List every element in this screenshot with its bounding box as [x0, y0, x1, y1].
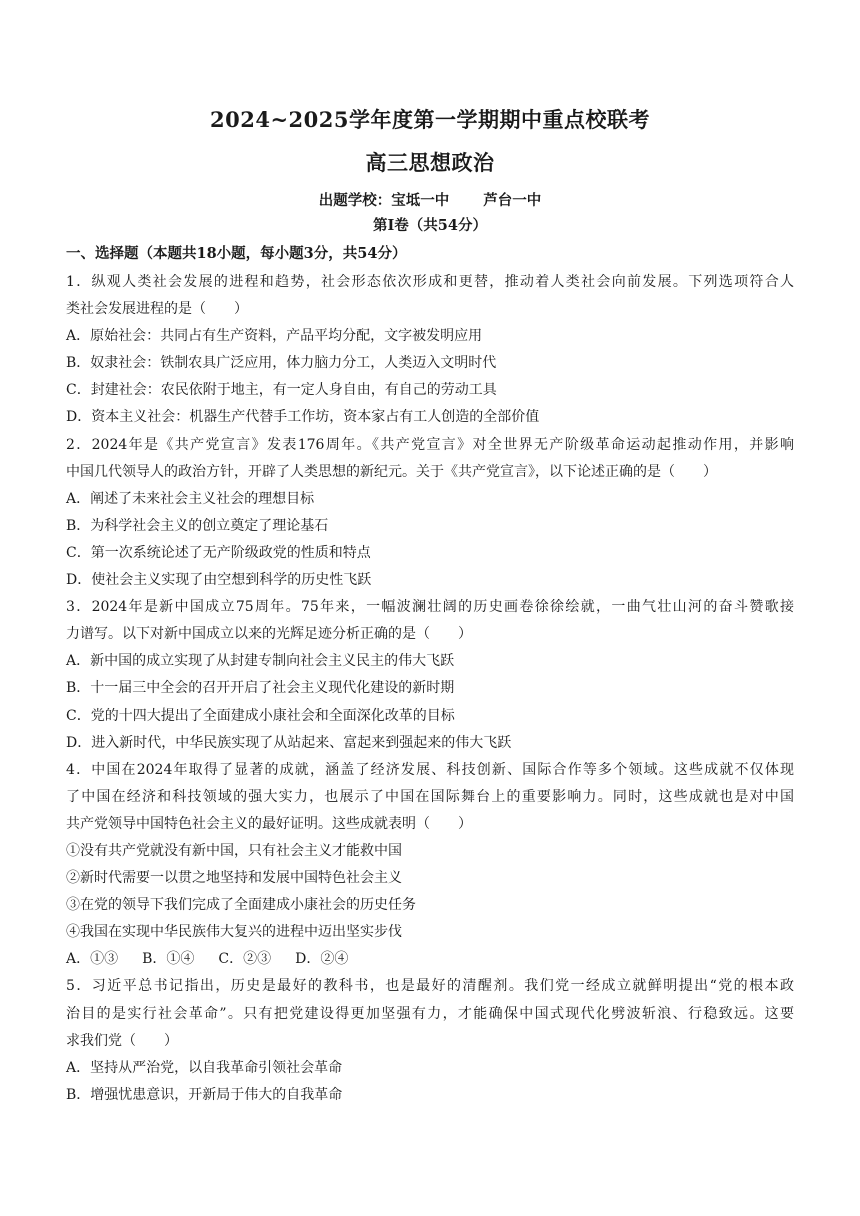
question-4-stem-line: 了中国在经济和科技领域的强大实力，也展示了中国在国际舞台上的重要影响力。同时，这些成就也是对中国 [66, 788, 794, 805]
question-1-stem-line: 1．纵观人类社会发展的进程和趋势，社会形态依次形成和更替，推动着人类社会向前发展。下列选项符合人 [66, 274, 794, 290]
question-5-option-b: B．增强忧患意识，开新局于伟大的自我革命 [66, 1086, 343, 1103]
question-1-option-a: A．原始社会：共同占有生产资料，产品平均分配，文字被发明应用 [66, 328, 483, 345]
question-3-stem-line: 3．2024年是新中国成立75周年。75年来，一幅波澜壮阔的历史画卷徐徐绘就，一曲气壮山河的奋斗赞歌接 [66, 599, 794, 616]
question-4-choice-b: B．①④ [142, 951, 195, 968]
question-3-stem-line: 力谱写。以下对新中国成立以来的光辉足迹分析正确的是（ ） [66, 626, 472, 643]
question-1-option-b: B．奴隶社会：铁制农具广泛应用，体力脑力分工，人类迈入文明时代 [66, 355, 497, 372]
question-3-option-b: B．十一届三中全会的召开开启了社会主义现代化建设的新时期 [66, 680, 455, 697]
question-2 [66, 432, 794, 595]
question-5-stem-line: 求我们党（ ） [66, 1032, 178, 1049]
question-list [66, 269, 794, 1109]
schools-label: 出题学校：宝坻一中 [318, 192, 450, 209]
question-2-option-a: A．阐述了未来社会主义社会的理想目标 [66, 490, 315, 507]
question-2-option-b: B．为科学社会主义的创立奠定了理论基石 [66, 517, 329, 534]
question-4-stem-line: 4．中国在2024年取得了显著的成就，涵盖了经济发展、科技创新、国际合作等多个领域。这些成就不仅体现 [66, 761, 794, 778]
question-4-choices [66, 946, 794, 973]
question-4-statement-2: ②新时代需要一以贯之地坚持和发展中国特色社会主义 [66, 870, 402, 887]
question-1-option-d: D．资本主义社会：机器生产代替手工作坊，资本家占有工人创造的全部价值 [66, 409, 540, 426]
question-2-option-d: D．使社会主义实现了由空想到科学的历史性飞跃 [66, 572, 372, 589]
question-4 [66, 757, 794, 974]
question-1-option-c: C．封建社会：农民依附于地主，有一定人身自由，有自己的劳动工具 [66, 382, 497, 399]
question-4-choice-a: A．①③ [66, 951, 119, 968]
schools-second: 芦台一中 [483, 192, 542, 209]
question-4-statement-1: ①没有共产党就没有新中国，只有社会主义才能救中国 [66, 842, 402, 859]
question-3 [66, 594, 794, 757]
question-4-statement-4: ④我国在实现中华民族伟大复兴的进程中迈出坚实步伐 [66, 924, 402, 941]
question-4-stem-line: 共产党领导中国特色社会主义的最好证明。这些成就表明（ ） [66, 815, 472, 832]
question-2-stem-line: 中国几代领导人的政治方针，开辟了人类思想的新纪元。关于《共产党宣言》，以下论述正确的是（ ） [66, 463, 717, 480]
exam-title: 2024~2025学年度第一学期期中重点校联考 [210, 107, 650, 132]
volume-heading: 第Ⅰ卷（共54分） [373, 217, 487, 234]
section-heading: 一、选择题（本题共18小题，每小题3分，共54分） [66, 245, 407, 262]
question-2-option-c: C．第一次系统论述了无产阶级政党的性质和特点 [66, 544, 371, 561]
question-3-option-a: A．新中国的成立实现了从封建专制向社会主义民主的伟大飞跃 [66, 653, 455, 670]
question-4-choice-d: D．②④ [295, 951, 349, 968]
question-3-option-c: C．党的十四大提出了全面建成小康社会和全面深化改革的目标 [66, 707, 455, 724]
exam-schools [0, 189, 860, 210]
question-2-stem-line: 2．2024年是《共产党宣言》发表176周年。《共产党宣言》对全世界无产阶级革命运动起推动作用，并影响 [66, 436, 794, 453]
question-5-stem-line: 治目的是实行社会革命”。只有把党建设得更加坚强有力，才能确保中国式现代化劈波斩浪、行稳致远。这要 [66, 1005, 794, 1022]
question-4-statement-3: ③在党的领导下我们完成了全面建成小康社会的历史任务 [66, 897, 416, 914]
question-5-stem-line: 5．习近平总书记指出，历史是最好的教科书，也是最好的清醒剂。我们党一经成立就鲜明提出“党的根本政 [66, 978, 794, 995]
question-1-stem-line: 类社会发展进程的是（ ） [66, 301, 248, 318]
question-3-option-d: D．进入新时代，中华民族实现了从站起来、富起来到强起来的伟大飞跃 [66, 734, 512, 751]
question-5-option-a: A．坚持从严治党，以自我革命引领社会革命 [66, 1059, 343, 1076]
exam-subject: 高三思想政治 [365, 150, 495, 175]
question-5 [66, 973, 794, 1108]
question-4-choice-c: C．②③ [218, 951, 272, 968]
question-1 [66, 269, 794, 432]
